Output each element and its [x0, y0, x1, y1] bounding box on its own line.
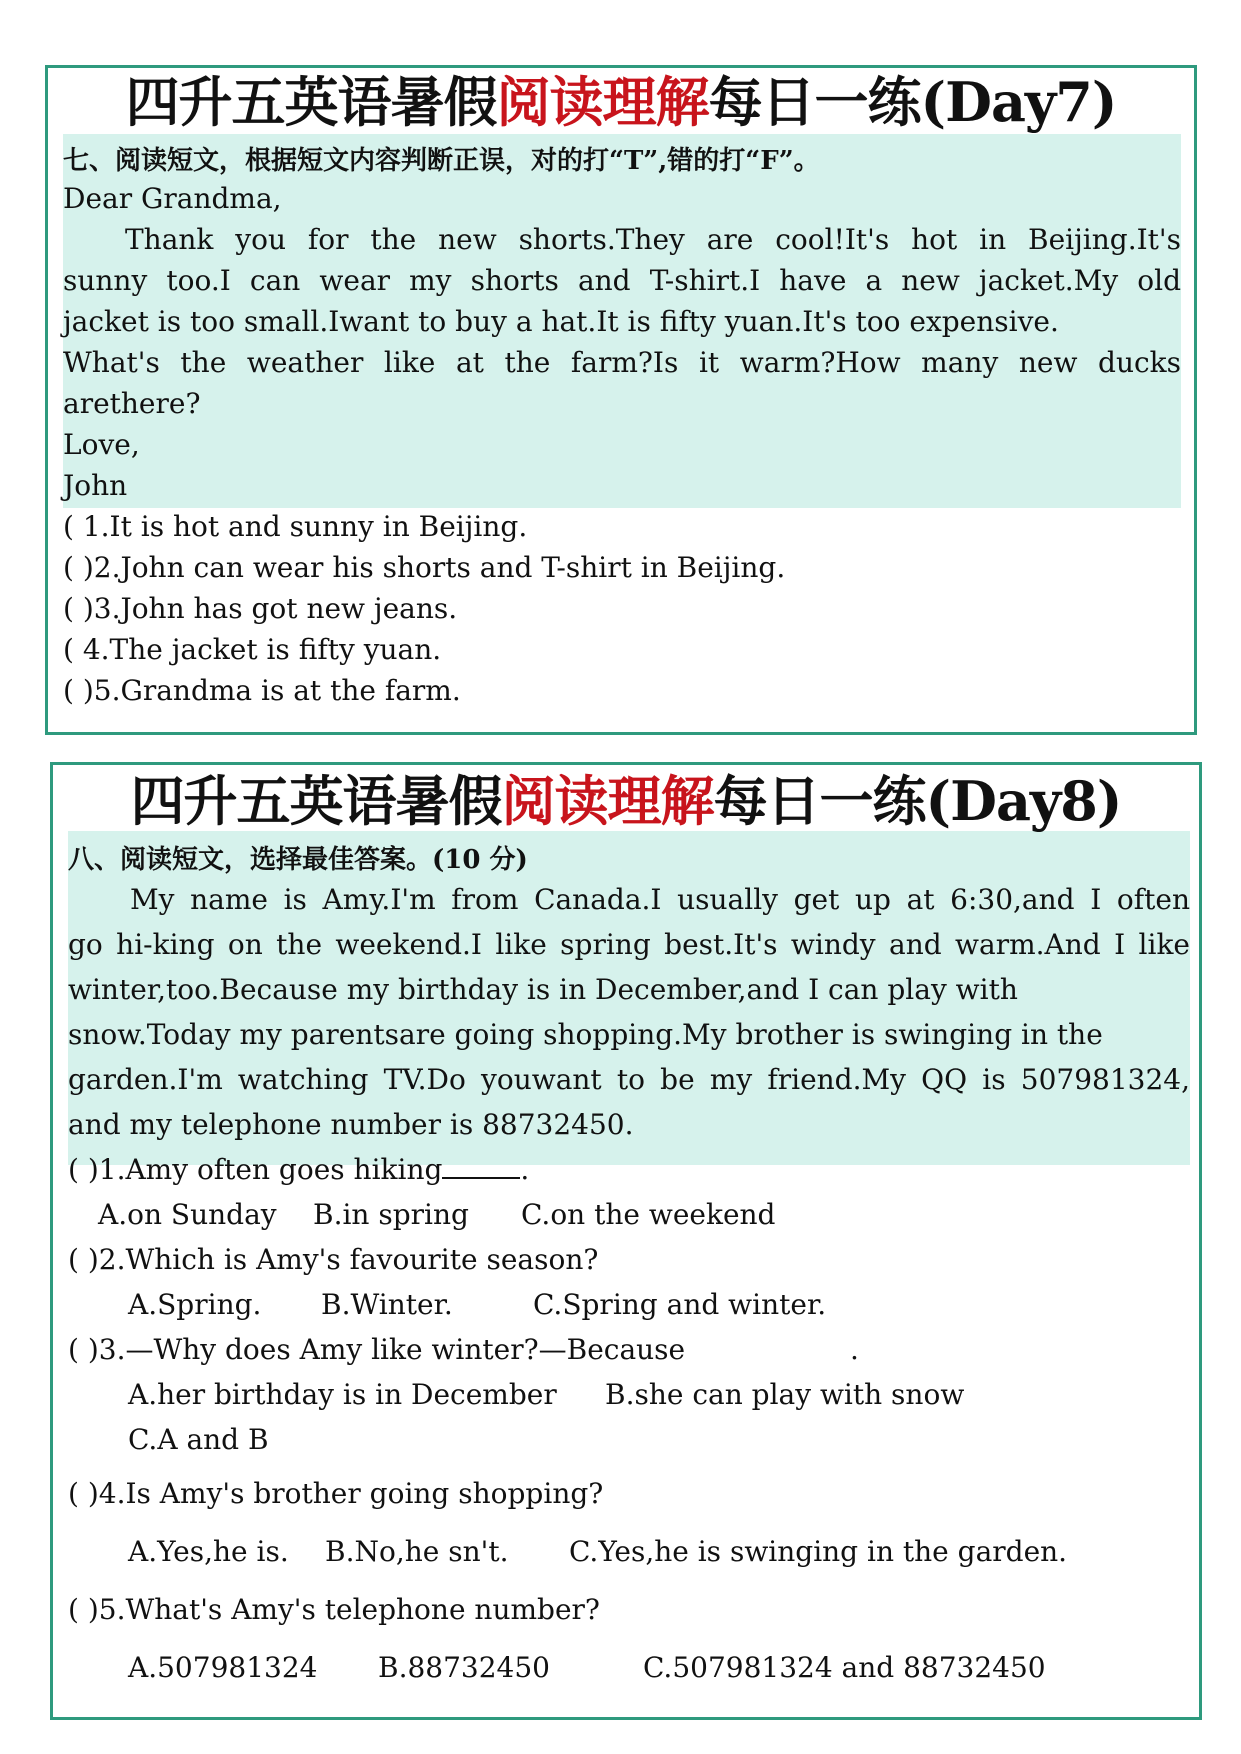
day8-exercise-panel [50, 762, 1202, 1720]
question-1[interactable] [68, 1153, 529, 1186]
passage-line: Dear Grandma, [63, 182, 282, 215]
passage-line: Love, [63, 428, 140, 461]
q3-option-a[interactable]: A.her birthday is in December [128, 1378, 557, 1411]
passage-line [63, 223, 1181, 256]
q5-option-b[interactable]: B.88732450 [378, 1651, 550, 1684]
page-title [48, 70, 1194, 134]
question-end: . [520, 1153, 530, 1186]
passage-text: Thank you for the new shorts.They are cool!It's hot in Beijing.It's [125, 223, 1181, 256]
passage-line: go hi-king on the weekend.I like spring best.It's windy and warm.And I like [68, 928, 1190, 961]
q2-option-b[interactable]: B.Winter. [321, 1288, 453, 1321]
passage-line: and my telephone number is 88732450. [68, 1108, 634, 1141]
answer-blank[interactable] [442, 1155, 520, 1179]
q1-option-a[interactable]: A.on Sunday [98, 1198, 277, 1231]
question-4[interactable]: ( )4.Is Amy's brother going shopping? [68, 1477, 604, 1510]
question-text: ( )1.Amy often goes hiking [68, 1153, 443, 1186]
day7-exercise-panel [45, 65, 1197, 735]
q1-option-c[interactable]: C.on the weekend [521, 1198, 776, 1231]
q1-option-b[interactable]: B.in spring [313, 1198, 469, 1231]
q3-option-b[interactable]: B.she can play with snow [605, 1378, 965, 1411]
question-5[interactable]: ( )5.Grandma is at the farm. [63, 674, 461, 707]
title-highlight: 阅读理解 [501, 769, 714, 833]
q4-option-c[interactable]: C.Yes,he is swinging in the garden. [569, 1535, 1068, 1568]
q4-option-a[interactable]: A.Yes,he is. [128, 1535, 289, 1568]
q5-option-c[interactable]: C.507981324 and 88732450 [643, 1651, 1046, 1684]
title-suffix: 每日一练(Day7) [708, 70, 1117, 134]
passage-line [68, 883, 1190, 916]
question-4[interactable]: ( 4.The jacket is fifty yuan. [63, 633, 442, 666]
passage-line: jacket is too small.Iwant to buy a hat.It is fifty yuan.It's too expensive. [63, 305, 1059, 338]
passage-line: arethere? [63, 387, 201, 420]
instruction: 七、阅读短文，根据短文内容判断正误，对的打“T”,错的打“F”。 [63, 146, 820, 176]
question-end: . [850, 1333, 859, 1366]
passage-line: sunny too.I can wear my shorts and T-shirt.I have a new jacket.My old [63, 264, 1181, 297]
title-prefix: 四升五英语暑假 [125, 70, 497, 134]
passage-line: garden.I'm watching TV.Do youwant to be my friend.My QQ is 507981324, [68, 1063, 1190, 1096]
title-prefix: 四升五英语暑假 [130, 769, 502, 833]
passage-line: winter,too.Because my birthday is in December,and I can play with [68, 973, 1018, 1006]
q2-option-c[interactable]: C.Spring and winter. [533, 1288, 827, 1321]
passage-text: My name is Amy.I'm from Canada.I usually get up at 6:30,and I often [130, 883, 1190, 916]
instruction: 八、阅读短文，选择最佳答案。(10 分) [68, 845, 528, 875]
passage-line: John [63, 469, 128, 502]
question-2[interactable]: ( )2.Which is Amy's favourite season? [68, 1243, 599, 1276]
passage-line: What's the weather like at the farm?Is it warm?How many new ducks [63, 346, 1181, 379]
question-5[interactable]: ( )5.What's Amy's telephone number? [68, 1593, 600, 1626]
question-3[interactable]: ( )3.—Why does Amy like winter?—Because [68, 1333, 686, 1366]
question-1[interactable]: ( 1.It is hot and sunny in Beijing. [63, 510, 528, 543]
title-highlight: 阅读理解 [496, 70, 709, 134]
page-title [53, 769, 1199, 833]
q2-option-a[interactable]: A.Spring. [128, 1288, 262, 1321]
question-2[interactable]: ( )2.John can wear his shorts and T-shirt in Beijing. [63, 551, 786, 584]
passage-line: snow.Today my parentsare going shopping.My brother is swinging in the [68, 1018, 1103, 1051]
title-suffix: 每日一练(Day8) [713, 769, 1122, 833]
q4-option-b[interactable]: B.No,he sn't. [325, 1535, 509, 1568]
q5-option-a[interactable]: A.507981324 [128, 1651, 318, 1684]
question-3[interactable]: ( )3.John has got new jeans. [63, 592, 458, 625]
q3-option-c[interactable]: C.A and B [128, 1423, 269, 1456]
